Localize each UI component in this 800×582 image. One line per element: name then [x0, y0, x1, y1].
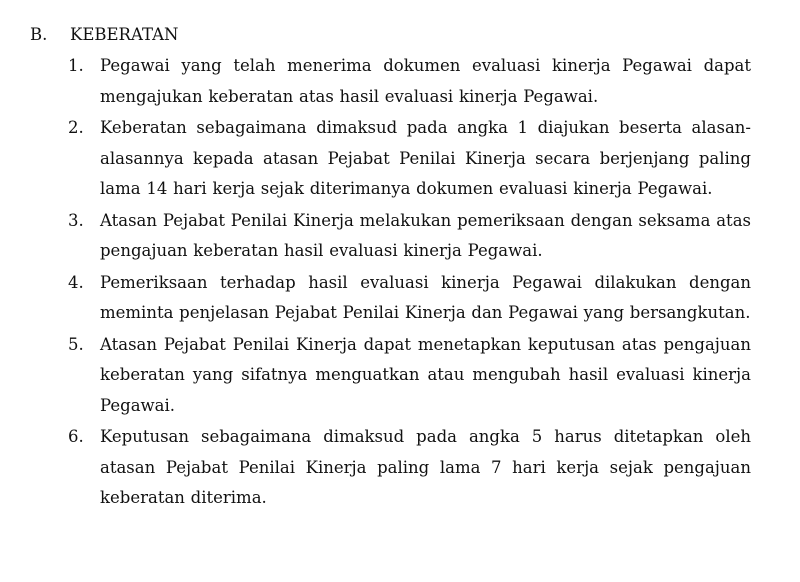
- list-item-text: Pegawai yang telah menerima dokumen evaluasi kinerja Pegawai dapat mengajukan keberatan atas hasil evaluasi kinerja Pegawai.: [100, 56, 751, 106]
- keberatan-list: [0, 51, 800, 515]
- list-item-1: [0, 51, 800, 112]
- list-item-number: 6.: [68, 427, 84, 446]
- list-item-text: Atasan Pejabat Penilai Kinerja melakukan pemeriksaan dengan seksama atas pengajuan keberatan hasil evaluasi kinerja Pegawai.: [100, 210, 751, 260]
- section-letter: B.: [30, 25, 48, 44]
- list-item-2: [0, 113, 800, 205]
- section-title: KEBERATAN: [70, 25, 179, 44]
- list-item-number: 4.: [68, 272, 84, 292]
- list-item-number: 5.: [68, 334, 84, 354]
- list-item-number: 3.: [68, 210, 84, 230]
- list-item-4: [0, 268, 800, 329]
- list-item-text: Keputusan sebagaimana dimaksud pada angka 5 harus ditetapkan oleh atasan Pejabat Penilai Kinerja paling lama 7 hari kerja sejak pengajuan keberatan diterima.: [100, 427, 751, 507]
- list-item-number: 1.: [68, 56, 84, 75]
- list-item-text: Atasan Pejabat Penilai Kinerja dapat menetapkan keputusan atas pengajuan keberatan yang sifatnya menguatkan atau mengubah hasil evaluasi kinerja Pegawai.: [100, 334, 751, 415]
- list-item-5: [0, 330, 800, 422]
- list-item-text: Keberatan sebagaimana dimaksud pada angka 1 diajukan beserta alasan-alasannya kepada atasan Pejabat Penilai Kinerja secara berjenjang paling lama 14 hari kerja sejak diterimanya dokumen evaluasi kinerja Pegawai.: [100, 118, 751, 198]
- list-item-number: 2.: [68, 118, 84, 137]
- list-item-text: Pemeriksaan terhadap hasil evaluasi kinerja Pegawai dilakukan dengan meminta penjelasan Pejabat Penilai Kinerja dan Pegawai yang bersangkutan.: [100, 272, 751, 322]
- list-item-3: [0, 206, 800, 267]
- list-item-6: [0, 422, 800, 514]
